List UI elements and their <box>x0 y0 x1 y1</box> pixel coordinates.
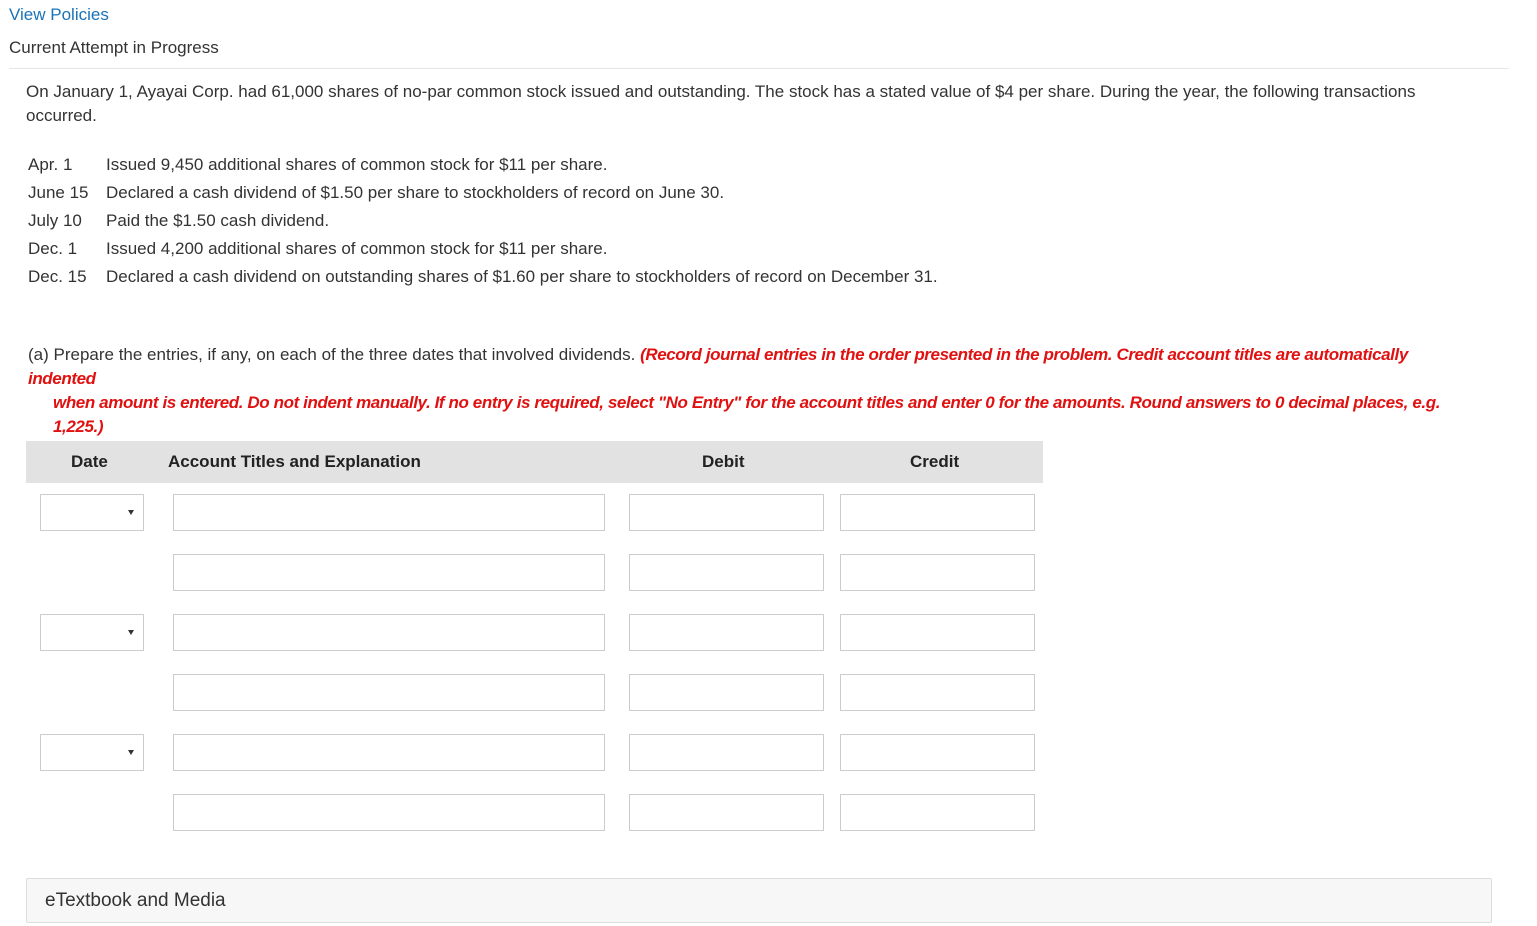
transaction-text: Declared a cash dividend on outstanding shares of $1.60 per share to stockholders of record on December 31. <box>106 267 938 286</box>
account-title-input[interactable] <box>173 794 605 831</box>
account-title-input[interactable] <box>173 614 605 651</box>
dropdown-arrow-icon <box>128 630 134 635</box>
account-title-input[interactable] <box>173 494 605 531</box>
debit-input[interactable] <box>629 554 824 591</box>
transaction-text: Paid the $1.50 cash dividend. <box>106 211 330 230</box>
account-title-input[interactable] <box>173 734 605 771</box>
attempt-status: Current Attempt in Progress <box>9 38 219 57</box>
credit-input[interactable] <box>840 554 1035 591</box>
credit-input[interactable] <box>840 614 1035 651</box>
transaction-date: Dec. 1 <box>28 239 78 258</box>
date-select[interactable] <box>40 494 144 531</box>
part-a-lead: (a) Prepare the entries, if any, on each of the three dates that involved dividends. <box>28 345 636 364</box>
transaction-text: Issued 4,200 additional shares of common stock for $11 per share. <box>106 239 608 258</box>
part-a-instruction-line2: when amount is entered. Do not indent manually. If no entry is required, select "No Entry" for the account titles and enter 0 for the amounts. Round answers to 0 decimal places, e.g. 1,225.) <box>53 393 1441 436</box>
transaction-date: July 10 <box>28 211 82 230</box>
transaction-date: Apr. 1 <box>28 155 73 174</box>
transaction-row <box>28 209 329 233</box>
problem-intro: On January 1, Ayayai Corp. had 61,000 shares of no-par common stock issued and outstanding. The stock has a stated value of $4 per share. During the year, the following transactions occurred. <box>26 82 1416 125</box>
credit-input[interactable] <box>840 794 1035 831</box>
journal-table-header <box>26 441 1043 483</box>
account-title-input[interactable] <box>173 554 605 591</box>
dropdown-arrow-icon <box>128 750 134 755</box>
etextbook-media-panel[interactable] <box>26 878 1492 923</box>
date-select[interactable] <box>40 614 144 651</box>
debit-column-header: Debit <box>702 452 745 471</box>
etextbook-media-label: eTextbook and Media <box>45 890 226 911</box>
debit-input[interactable] <box>629 794 824 831</box>
debit-input[interactable] <box>629 674 824 711</box>
credit-input[interactable] <box>840 494 1035 531</box>
account-column-header: Account Titles and Explanation <box>168 452 421 471</box>
debit-input[interactable] <box>629 614 824 651</box>
transaction-text: Issued 9,450 additional shares of common stock for $11 per share. <box>106 155 608 174</box>
transaction-row <box>28 237 607 261</box>
divider <box>9 68 1509 69</box>
transaction-row <box>28 181 724 205</box>
transaction-row <box>28 153 607 177</box>
credit-input[interactable] <box>840 734 1035 771</box>
account-title-input[interactable] <box>173 674 605 711</box>
date-column-header: Date <box>71 452 108 471</box>
part-a-question <box>28 343 1468 439</box>
transaction-row <box>28 265 938 289</box>
transaction-date: June 15 <box>28 183 89 202</box>
debit-input[interactable] <box>629 494 824 531</box>
credit-input[interactable] <box>840 674 1035 711</box>
credit-column-header: Credit <box>910 452 960 471</box>
transaction-text: Declared a cash dividend of $1.50 per share to stockholders of record on June 30. <box>106 183 725 202</box>
debit-input[interactable] <box>629 734 824 771</box>
transaction-date: Dec. 15 <box>28 267 87 286</box>
dropdown-arrow-icon <box>128 510 134 515</box>
date-select[interactable] <box>40 734 144 771</box>
part-a-instruction-line1: (Record journal entries in the order presented in the problem. Credit account titles are automatically indented <box>28 345 1408 388</box>
view-policies-link[interactable]: View Policies <box>9 5 109 24</box>
